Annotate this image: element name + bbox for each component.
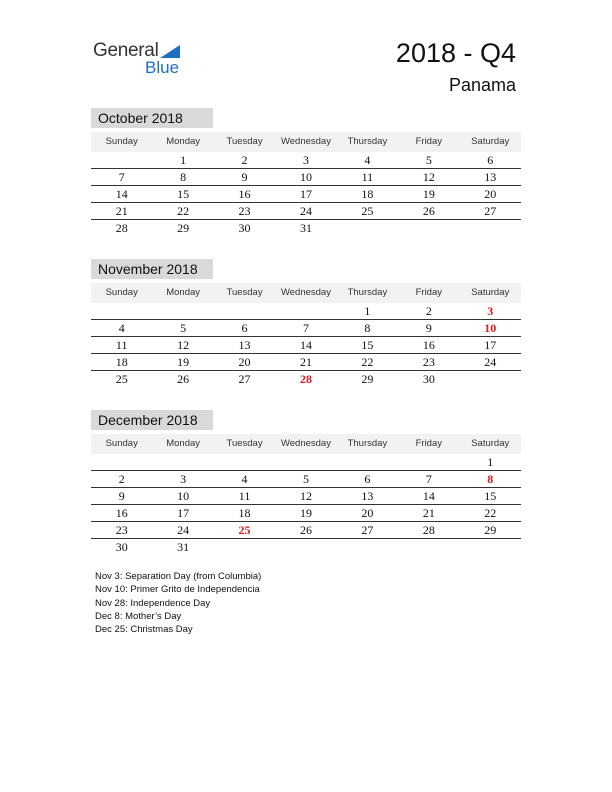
day-cell: 18 [115, 355, 128, 369]
day-cell: 14 [299, 338, 312, 352]
day-cell: 31 [177, 540, 190, 554]
day-cell: 16 [115, 506, 128, 520]
day-cell: 13 [361, 489, 374, 503]
day-cell: 11 [238, 489, 251, 503]
empty-day-cell [214, 539, 275, 555]
day-cell: 21 [299, 355, 312, 369]
weekday-label: Wednesday [280, 438, 331, 449]
empty-day-cell [460, 539, 521, 555]
week-row [91, 203, 521, 220]
day-cell: 13 [238, 338, 251, 352]
day-cell: 20 [484, 187, 497, 201]
month-november [91, 259, 521, 387]
day-cell: 9 [425, 321, 432, 335]
day-cell: 19 [422, 187, 435, 201]
day-cell: 15 [361, 338, 374, 352]
day-cell: 29 [484, 523, 497, 537]
logo [93, 40, 193, 80]
weekday-header-row [91, 283, 521, 303]
weekday-label: Friday [415, 438, 443, 449]
day-cell: 30 [238, 221, 251, 235]
day-cell: 12 [299, 489, 312, 503]
empty-day-cell [214, 303, 275, 319]
day-cell: 21 [422, 506, 435, 520]
empty-day-cell [460, 220, 521, 236]
week-row [91, 220, 521, 236]
week-row [91, 186, 521, 203]
day-cell: 12 [177, 338, 190, 352]
day-cell: 28 [422, 523, 435, 537]
day-cell: 10 [177, 489, 190, 503]
holiday-note: Dec 8: Mother’s Day [95, 610, 182, 622]
day-cell: 12 [422, 170, 435, 184]
day-cell: 18 [238, 506, 251, 520]
empty-day-cell [91, 303, 152, 319]
day-cell: 14 [422, 489, 435, 503]
day-cell: 25 [115, 372, 128, 386]
day-cell: 16 [422, 338, 435, 352]
day-cell: 3 [180, 472, 187, 486]
weekday-label: Saturday [471, 136, 510, 147]
country-name: Panama [448, 75, 516, 95]
weekday-label: Thursday [347, 438, 388, 449]
day-cell: 30 [115, 540, 128, 554]
weekday-label: Monday [166, 136, 201, 147]
day-cell: 9 [118, 489, 125, 503]
week-row [91, 522, 521, 539]
day-cell: 2 [241, 153, 248, 167]
empty-day-cell [152, 454, 213, 470]
day-cell: 8 [364, 321, 371, 335]
day-cell: 28 [115, 221, 128, 235]
weekday-label: Sunday [105, 438, 138, 449]
weekday-label: Saturday [471, 287, 510, 298]
day-cell: 4 [118, 321, 125, 335]
day-cell: 13 [484, 170, 497, 184]
empty-day-cell [337, 454, 398, 470]
weekday-label: Tuesday [226, 136, 263, 147]
week-row [91, 303, 521, 320]
week-row [91, 354, 521, 371]
day-cell: 7 [118, 170, 125, 184]
day-cell: 5 [180, 321, 187, 335]
day-cell: 1 [364, 304, 371, 318]
page-title: 2018 - Q4 [395, 38, 516, 68]
empty-day-cell [152, 303, 213, 319]
week-row [91, 505, 521, 522]
day-cell: 15 [177, 187, 190, 201]
weekday-label: Monday [166, 438, 201, 449]
empty-day-cell [460, 371, 521, 387]
day-cell: 3 [302, 153, 309, 167]
day-cell: 9 [241, 170, 248, 184]
empty-day-cell [214, 454, 275, 470]
day-cell: 7 [302, 321, 309, 335]
day-cell: 1 [180, 153, 187, 167]
weekday-label: Friday [415, 136, 443, 147]
holiday-day-cell: 28 [299, 372, 312, 386]
day-cell: 15 [484, 489, 497, 503]
day-cell: 23 [422, 355, 435, 369]
day-cell: 30 [422, 372, 435, 386]
logo-general-text: General [93, 40, 159, 61]
month-label: December 2018 [91, 410, 213, 430]
empty-day-cell [275, 303, 336, 319]
day-cell: 27 [361, 523, 374, 537]
weekday-label: Sunday [105, 136, 138, 147]
holiday-day-cell: 25 [238, 523, 251, 537]
day-cell: 29 [361, 372, 374, 386]
day-cell: 10 [299, 170, 312, 184]
empty-day-cell [91, 454, 152, 470]
day-cell: 17 [484, 338, 497, 352]
holiday-note: Nov 10: Primer Grito de Independencia [95, 584, 260, 596]
day-cell: 21 [115, 204, 128, 218]
empty-day-cell [275, 454, 336, 470]
day-cell: 5 [302, 472, 309, 486]
day-cell: 26 [177, 372, 190, 386]
day-cell: 16 [238, 187, 251, 201]
day-cell: 17 [299, 187, 312, 201]
week-row [91, 169, 521, 186]
weekday-label: Wednesday [280, 287, 331, 298]
logo-triangle-icon [160, 45, 180, 58]
week-row [91, 152, 521, 169]
day-cell: 23 [115, 523, 128, 537]
day-cell: 26 [422, 204, 435, 218]
day-cell: 27 [238, 372, 251, 386]
weekday-header-row [91, 434, 521, 454]
day-cell: 4 [241, 472, 248, 486]
day-cell: 19 [177, 355, 190, 369]
holiday-day-cell: 3 [487, 304, 494, 318]
month-december [91, 410, 521, 555]
month-october [91, 108, 521, 236]
day-cell: 2 [118, 472, 125, 486]
weekday-label: Friday [415, 287, 443, 298]
day-cell: 25 [361, 204, 374, 218]
weekday-label: Saturday [471, 438, 510, 449]
day-cell: 11 [115, 338, 128, 352]
day-cell: 22 [484, 506, 497, 520]
weekday-label: Tuesday [226, 287, 263, 298]
day-cell: 6 [487, 153, 494, 167]
week-row [91, 539, 521, 555]
day-cell: 22 [361, 355, 374, 369]
weekday-label: Monday [166, 287, 201, 298]
week-row [91, 371, 521, 387]
month-label: October 2018 [91, 108, 213, 128]
day-cell: 26 [299, 523, 312, 537]
day-cell: 17 [177, 506, 190, 520]
day-cell: 14 [115, 187, 128, 201]
day-cell: 29 [177, 221, 190, 235]
holiday-day-cell: 10 [484, 321, 497, 335]
holiday-notes [95, 570, 261, 636]
empty-day-cell [91, 152, 152, 168]
day-cell: 31 [299, 221, 312, 235]
empty-day-cell [398, 454, 459, 470]
empty-day-cell [337, 539, 398, 555]
weekday-label: Wednesday [280, 136, 331, 147]
day-cell: 11 [361, 170, 374, 184]
day-cell: 8 [180, 170, 187, 184]
day-cell: 6 [364, 472, 371, 486]
weekday-label: Thursday [347, 136, 388, 147]
holiday-note: Dec 25: Christmas Day [95, 624, 193, 636]
day-cell: 5 [425, 153, 432, 167]
empty-day-cell [337, 220, 398, 236]
day-cell: 19 [299, 506, 312, 520]
day-cell: 23 [238, 204, 251, 218]
weekday-label: Sunday [105, 287, 138, 298]
day-cell: 24 [299, 204, 312, 218]
day-cell: 1 [487, 455, 494, 469]
empty-day-cell [275, 539, 336, 555]
day-cell: 6 [241, 321, 248, 335]
week-row [91, 471, 521, 488]
logo-blue-text: Blue [145, 58, 180, 77]
day-cell: 7 [425, 472, 432, 486]
weekday-label: Thursday [347, 287, 388, 298]
day-cell: 24 [177, 523, 190, 537]
day-cell: 20 [238, 355, 251, 369]
holiday-note: Nov 28: Independence Day [95, 597, 211, 609]
day-cell: 20 [361, 506, 374, 520]
holiday-day-cell: 8 [487, 472, 494, 486]
day-cell: 27 [484, 204, 497, 218]
day-cell: 18 [361, 187, 374, 201]
week-row [91, 488, 521, 505]
day-cell: 24 [484, 355, 497, 369]
month-label: November 2018 [91, 259, 213, 279]
weekday-label: Tuesday [226, 438, 263, 449]
weekday-header-row [91, 132, 521, 152]
week-row [91, 454, 521, 471]
holiday-note: Nov 3: Separation Day (from Columbia) [95, 571, 262, 582]
empty-day-cell [398, 539, 459, 555]
week-row [91, 337, 521, 354]
day-cell: 4 [364, 153, 371, 167]
week-row [91, 320, 521, 337]
day-cell: 2 [425, 304, 432, 318]
empty-day-cell [398, 220, 459, 236]
day-cell: 22 [177, 204, 190, 218]
